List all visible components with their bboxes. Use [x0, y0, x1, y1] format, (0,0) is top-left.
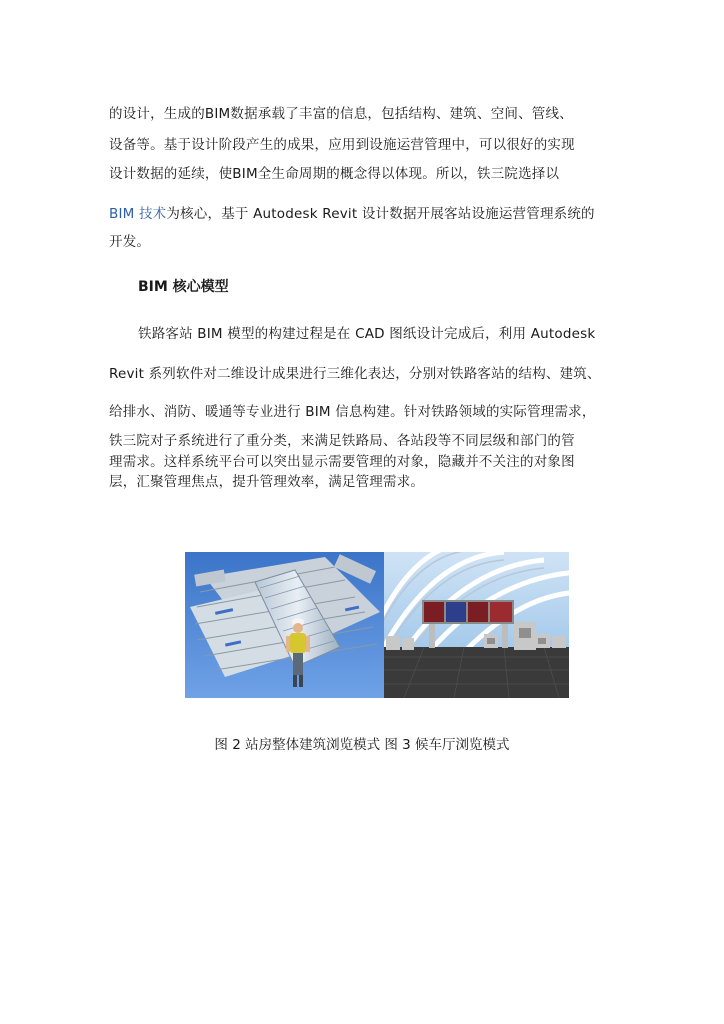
figure-images: [185, 552, 569, 698]
paragraph-2-line-3: 给排水、消防、暖通等专业进行 BIM 信息构建。针对铁路领域的实际管理需求，: [109, 404, 596, 420]
paragraph-2-line-4: 铁三院对子系统进行了重分类，来满足铁路局、各站段等不同层级和部门的管: [109, 433, 575, 449]
figure-caption: 图 2 站房整体建筑浏览模式 图 3 候车厅浏览模式: [214, 737, 510, 753]
station-model-image: [185, 552, 384, 698]
bim-technology-link[interactable]: BIM 技术: [109, 206, 167, 222]
section-heading: BIM 核心模型: [138, 279, 229, 295]
paragraph-1-line-1: 的设计，生成的BIM数据承载了丰富的信息，包括结构、建筑、空间、管线、: [109, 106, 573, 122]
paragraph-1-line-4-rest: 为核心，基于 Autodesk Revit 设计数据开展客站设施运营管理系统的: [166, 206, 595, 222]
paragraph-1-line-5: 开发。: [109, 234, 151, 250]
waiting-hall-image: [384, 552, 569, 698]
paragraph-2-line-1: 铁路客站 BIM 模型的构建过程是在 CAD 图纸设计完成后，利用 Autodesk: [138, 326, 596, 342]
paragraph-2-line-6: 层，汇聚管理焦点，提升管理效率，满足管理需求。: [109, 474, 425, 490]
paragraph-1-line-2: 设备等。基于设计阶段产生的成果，应用到设施运营管理中，可以很好的实现: [109, 137, 575, 153]
paragraph-2-line-5: 理需求。这样系统平台可以突出显示需要管理的对象，隐藏并不关注的对象图: [109, 454, 575, 470]
paragraph-1-line-3: 设计数据的延续，使BIM全生命周期的概念得以体现。所以，铁三院选择以: [109, 166, 560, 182]
paragraph-1-line-4: [109, 204, 595, 224]
paragraph-2-line-2: Revit 系列软件对二维设计成果进行三维化表达，分别对铁路客站的结构、建筑、: [109, 366, 601, 382]
